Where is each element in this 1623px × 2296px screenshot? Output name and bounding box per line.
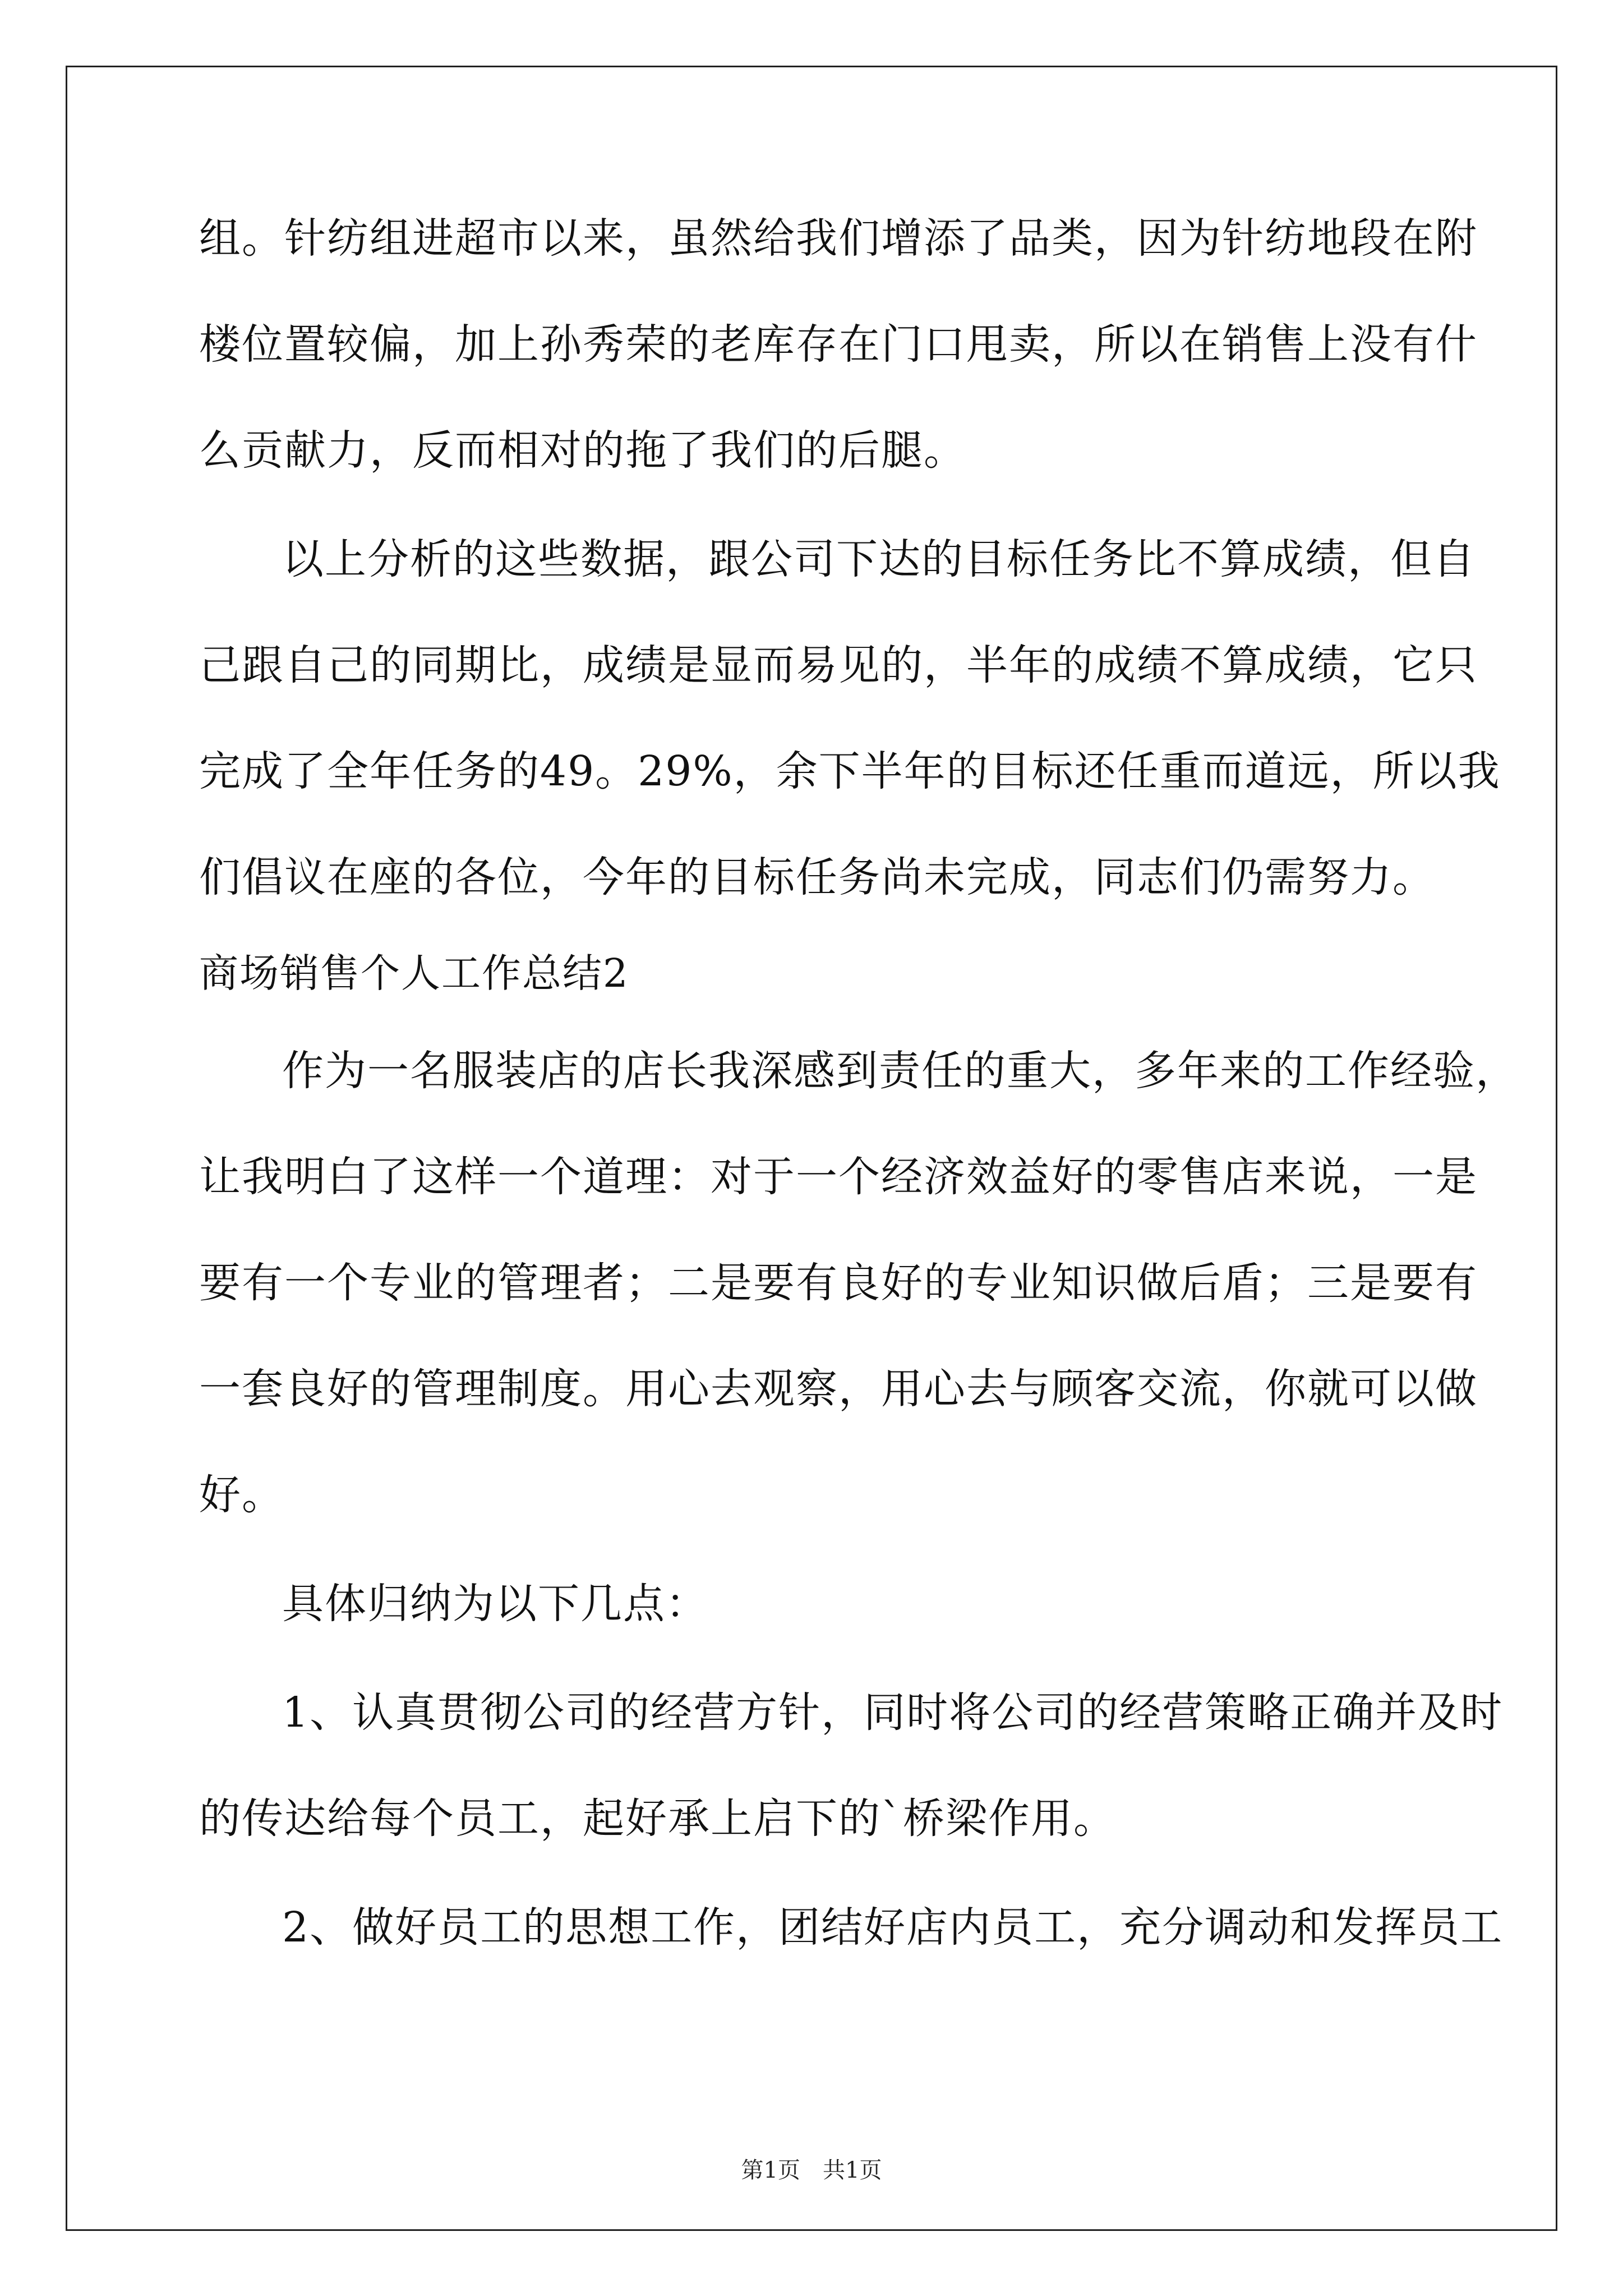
paragraph-line: 让我明白了这样一个道理：对于一个经济效益好的零售店来说，一是 <box>199 1153 1478 1201</box>
list-item-line: 2、做好员工的思想工作，团结好店内员工，充分调动和发挥员工 <box>282 1903 1504 1952</box>
paragraph-line: 己跟自己的同期比，成绩是显而易见的，半年的成绩不算成绩，它只 <box>199 641 1478 689</box>
paragraph-line: 要有一个专业的管理者；二是要有良好的专业知识做后盾；三是要有 <box>199 1259 1478 1307</box>
paragraph-line: 组。针纺组进超市以来，虽然给我们增添了品类，因为针纺地段在附 <box>199 214 1478 263</box>
page-footer: 第1页 共1页 <box>741 2157 882 2183</box>
paragraph-line: 好。 <box>199 1471 284 1519</box>
paragraph-line: 楼位置较偏，加上孙秀荣的老库存在门口甩卖，所以在销售上没有什 <box>199 320 1478 369</box>
paragraph-line: 具体归纳为以下几点： <box>282 1580 708 1628</box>
paragraph-line: 们倡议在座的各位，今年的目标任务尚未完成，同志们仍需努力。 <box>199 853 1435 901</box>
paragraph-line: 作为一名服装店的店长我深感到责任的重大，多年来的工作经验， <box>282 1047 1518 1095</box>
list-item-line: 1、认真贯彻公司的经营方针，同时将公司的经营策略正确并及时 <box>282 1688 1504 1737</box>
section-heading: 商场销售个人工作总结2 <box>199 950 629 996</box>
paragraph-line: 一套良好的管理制度。用心去观察，用心去与顾客交流，你就可以做 <box>199 1365 1478 1413</box>
paragraph-line: 完成了全年任务的49。29%，余下半年的目标还任重而道远，所以我 <box>199 747 1501 795</box>
paragraph-line: 以上分析的这些数据，跟公司下达的目标任务比不算成绩，但自 <box>282 535 1476 583</box>
paragraph-line: 么贡献力，反而相对的拖了我们的后腿。 <box>199 426 966 475</box>
list-item-line: 的传达给每个员工，起好承上启下的`桥梁作用。 <box>199 1795 1116 1843</box>
